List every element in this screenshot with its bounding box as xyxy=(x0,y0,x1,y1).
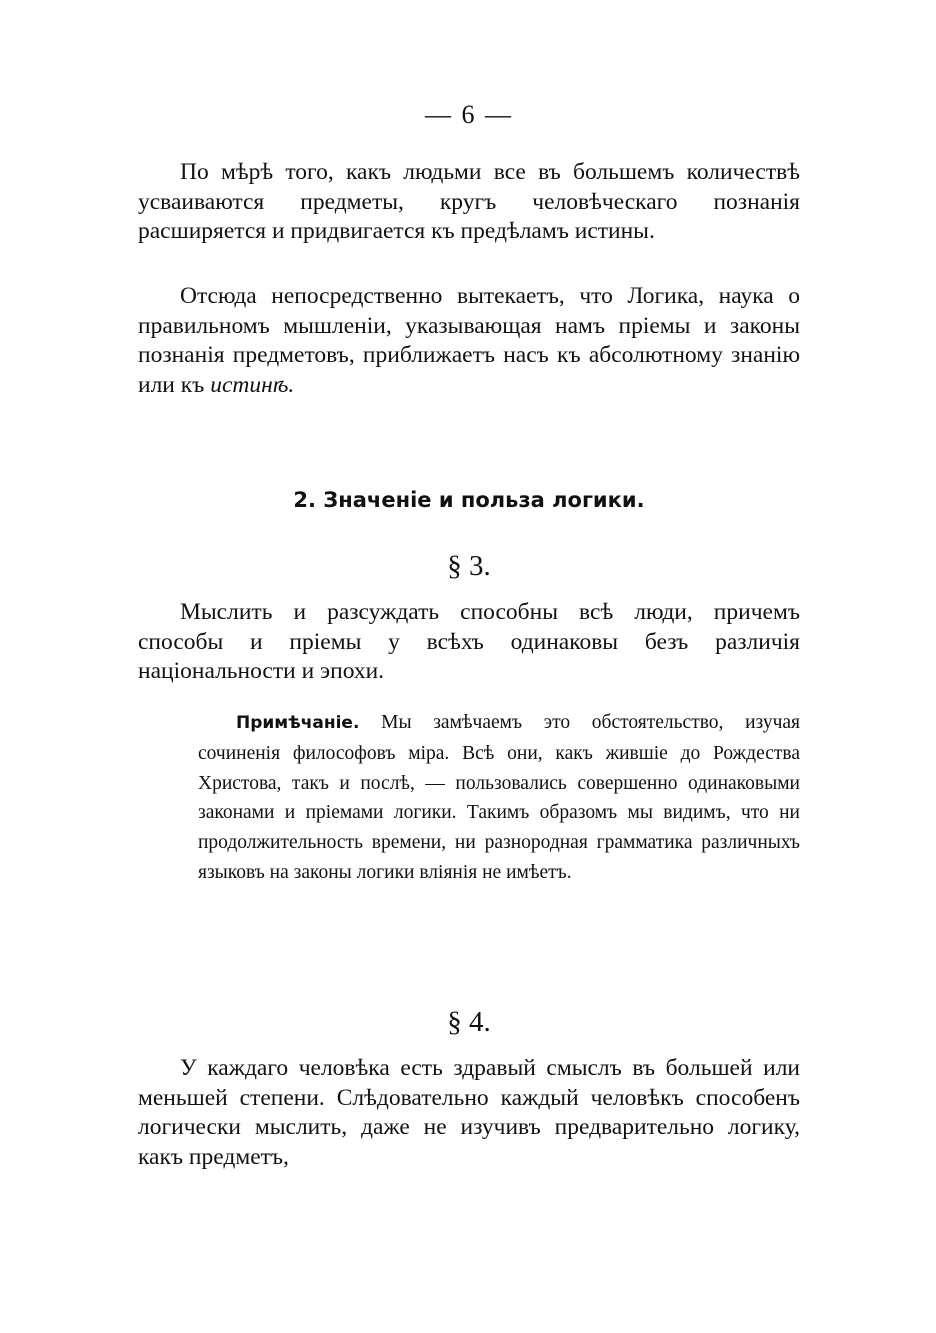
note-label: Примѣчаніе. xyxy=(236,713,360,733)
section-4-text: У каждаго человѣка есть здравый смыслъ въ большей или меньшей степени. Слѣдовательно каждый человѣкъ способенъ логически мыслить, даже не изучивъ предварительно логику, какъ предметъ, xyxy=(138,1055,800,1170)
paragraph-2-text: Отсюда непосредственно вытекаетъ, что Логика, наука о правильномъ мышленіи, указывающая намъ пріемы и законы познанія предметовъ, приближаетъ насъ къ абсолютному знанію или къ xyxy=(138,283,800,398)
page-number: — 6 — xyxy=(425,100,513,129)
paragraph-1: По мѣрѣ того, какъ людьми все въ большемъ количествѣ усваиваются предметы, кругъ человѣческаго познанія расширяется и придвигается къ предѣламъ истины. xyxy=(138,159,800,244)
document-page xyxy=(138,0,800,1333)
section-3-title: § 3. xyxy=(447,550,491,582)
section-3-text: Мыслить и разсуждать способны всѣ люди, причемъ способы и пріемы у всѣхъ одинаковы безъ различія національности и эпохи. xyxy=(138,599,800,684)
emphasis-word: истинѣ. xyxy=(210,371,295,398)
note-text: Мы замѣчаемъ это обстоятельство, изучая сочиненія философовъ міра. Всѣ они, какъ жившіе до Рождества Христова, такъ и послѣ, — пользовались совершенно одинаковыми законами и пріемами логики. Такимъ образомъ мы видимъ, что ни продолжительность времени, ни разнородная грамматика различныхъ языковъ на законы логики вліянія не имѣетъ. xyxy=(198,712,800,883)
section-heading: 2. Значеніе и польза логики. xyxy=(293,488,645,512)
paragraph-2 xyxy=(138,282,800,400)
section-4-title: § 4. xyxy=(447,1006,491,1038)
note xyxy=(198,708,800,888)
